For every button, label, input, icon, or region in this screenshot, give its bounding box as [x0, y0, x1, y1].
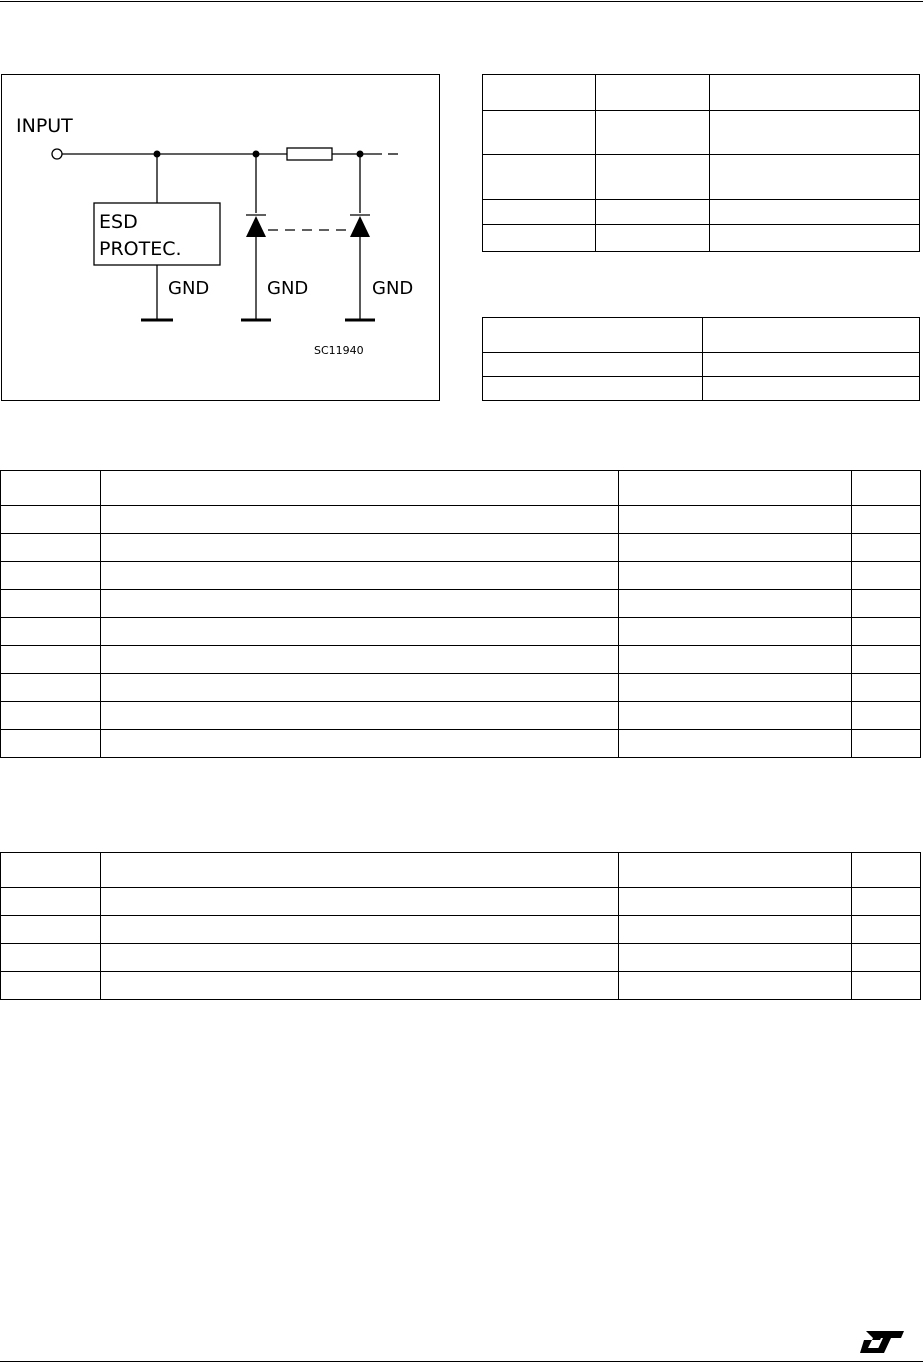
- table-row: [483, 318, 920, 353]
- diode1-triangle: [246, 216, 266, 237]
- table-row: [1, 506, 921, 534]
- input-label: INPUT: [16, 115, 73, 137]
- table-row: [483, 200, 920, 225]
- table-row: [483, 75, 920, 111]
- table-row: [1, 674, 921, 702]
- gnd-label-3: GND: [372, 278, 414, 299]
- table-row: [1, 646, 921, 674]
- table-row: [1, 972, 921, 1000]
- input-protection-figure: [1, 74, 440, 401]
- table-row: [1, 853, 921, 888]
- st-logo-graphic: [858, 1328, 906, 1356]
- table-row: [1, 916, 921, 944]
- table-row: [1, 534, 921, 562]
- esd-label-line1: ESD: [99, 211, 138, 233]
- junction-dot-2: [253, 151, 260, 158]
- table-row: [1, 702, 921, 730]
- table-row: [483, 225, 920, 252]
- table-row: [1, 618, 921, 646]
- junction-dot-3: [357, 151, 364, 158]
- gnd-label-2: GND: [267, 278, 309, 299]
- diode2-triangle: [350, 216, 370, 237]
- junction-dot-1: [154, 151, 161, 158]
- table-row: [483, 111, 920, 155]
- table-row: [1, 944, 921, 972]
- input-protection-schematic: [2, 75, 439, 400]
- table-row: [1, 730, 921, 758]
- esd-label-line2: PROTEC.: [99, 238, 182, 260]
- gnd-label-1: GND: [168, 278, 210, 299]
- table-row: [1, 590, 921, 618]
- input-terminal: [52, 149, 62, 159]
- table-row: [483, 155, 920, 200]
- mid-right-table: [482, 317, 920, 401]
- main-table: [0, 470, 921, 758]
- series-resistor: [287, 148, 332, 160]
- figure-code: SC11940: [314, 344, 364, 357]
- lower-table: [0, 852, 921, 1000]
- st-logo-icon: [858, 1328, 906, 1361]
- table-row: [1, 888, 921, 916]
- table-row: [483, 377, 920, 401]
- header-rule: [0, 1, 923, 2]
- table-row: [483, 353, 920, 377]
- top-right-table: [482, 74, 920, 252]
- table-row: [1, 562, 921, 590]
- table-row: [1, 471, 921, 506]
